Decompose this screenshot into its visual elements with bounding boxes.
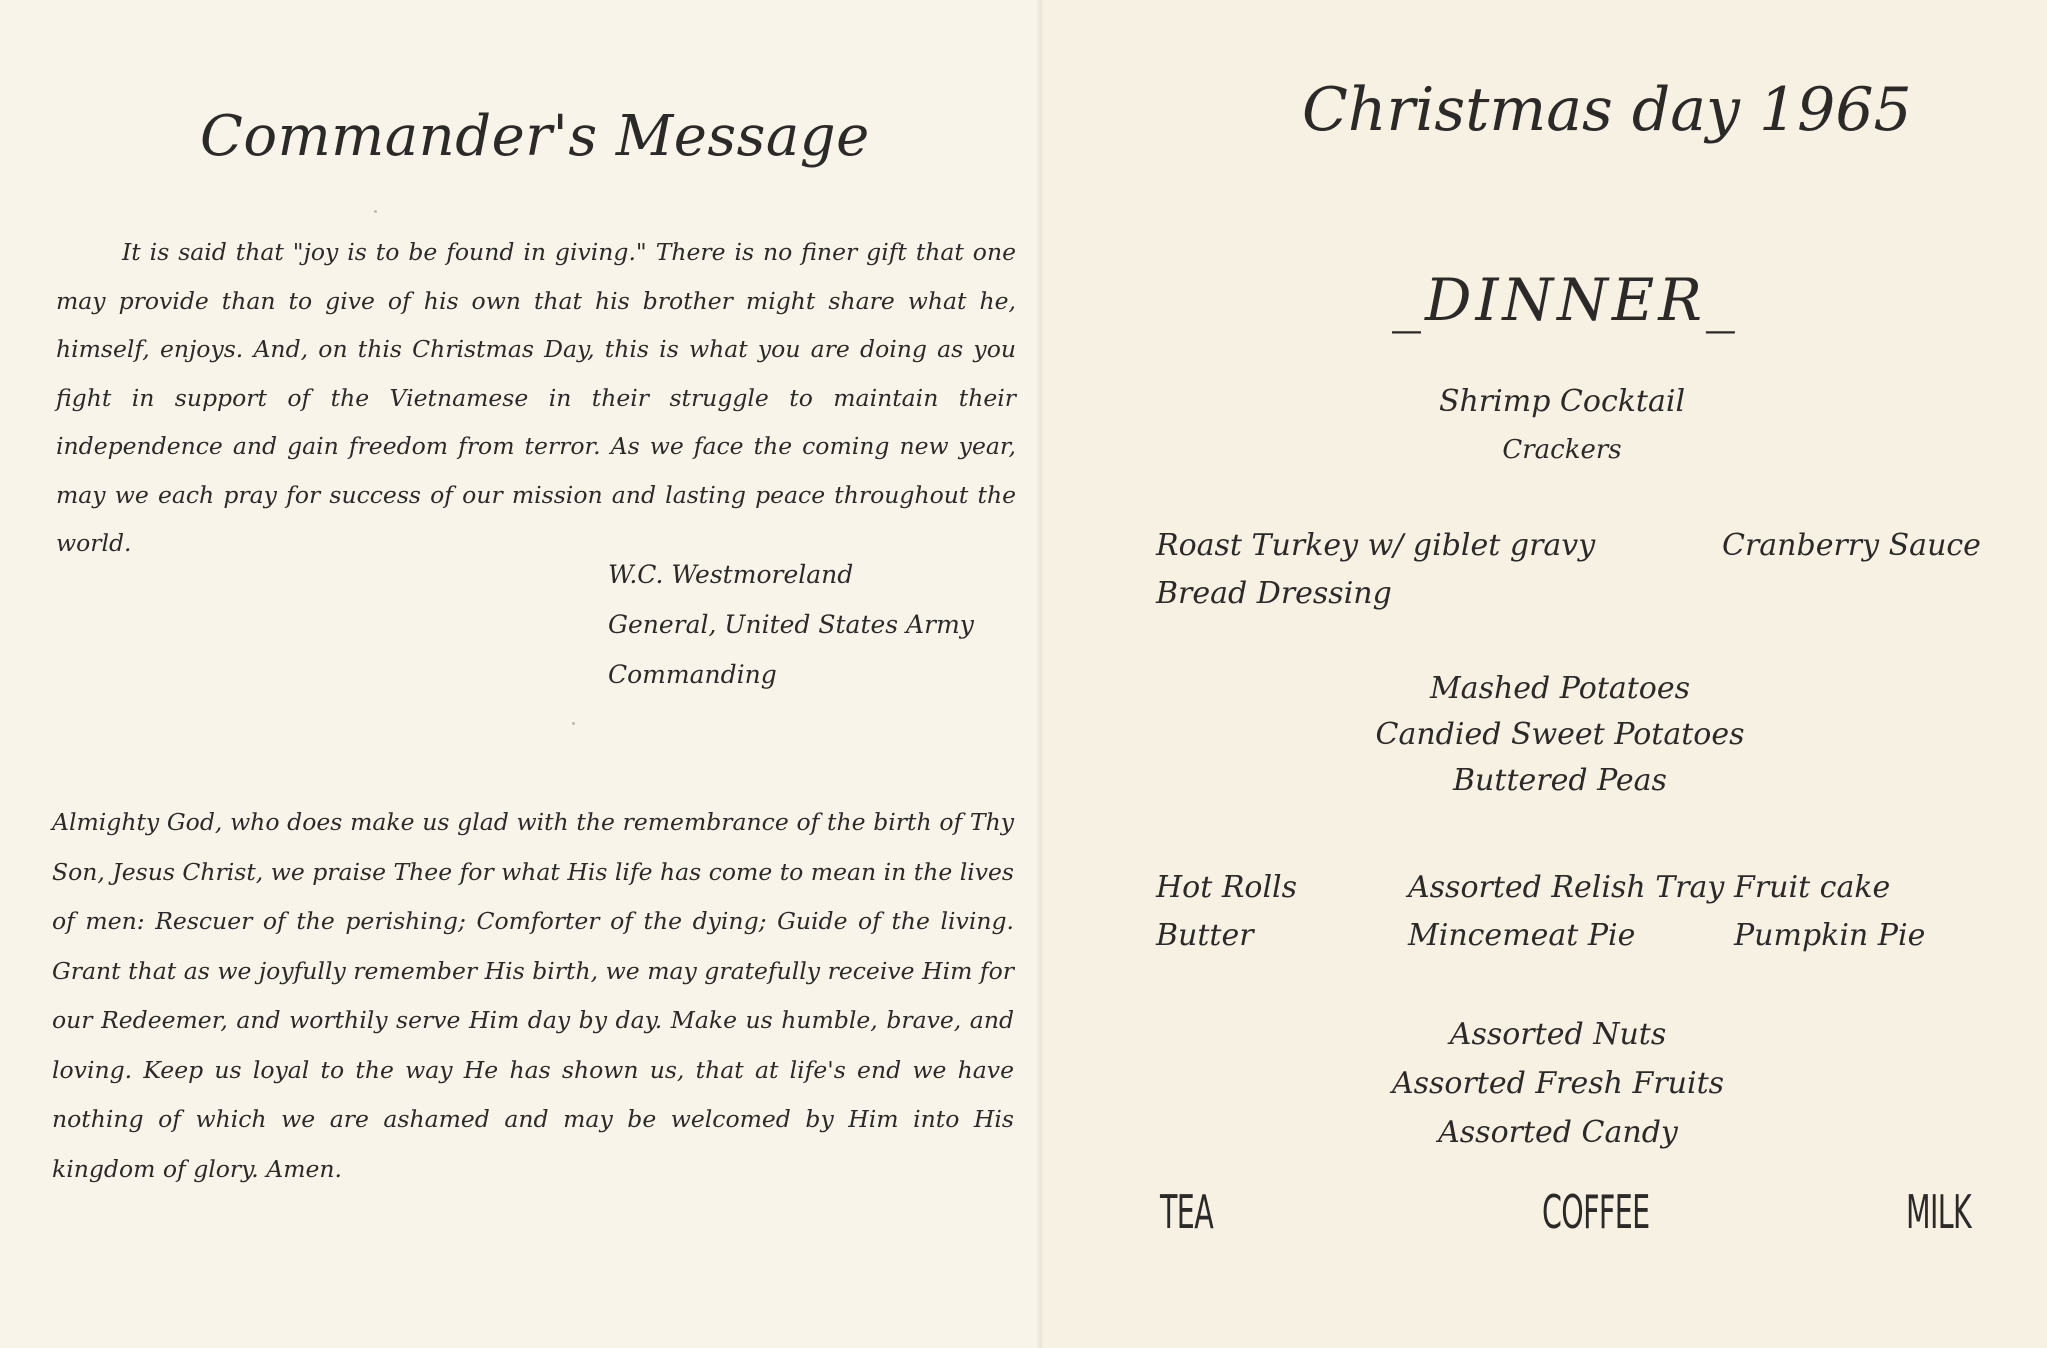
christmas-prayer-text: Almighty God, who does make us glad with the remembrance of the birth of Thy Son, Jesus Christ, we praise Thee for what His life has come to mean in the lives of men: Rescuer of the perishing; Comforter of the dying; Guide of the living. Grant that as we joyfully remember His birth, we may gratefully receive Him for our Redeemer, and worthily serve Him day by day. Make us humble, brave, and loving. Keep us loyal to the way He has shown us, that at life's end we have nothing of which we are ashamed and may be welcomed by Him into His kingdom of glory. Amen.: [52, 808, 1014, 1183]
menu-item: Buttered Peas: [1453, 763, 1667, 798]
sides-group: [1310, 666, 1810, 804]
menu-item: Crackers: [1502, 435, 1622, 465]
bread-group: [1156, 864, 1297, 960]
mains-right-group: [1722, 522, 1981, 570]
paper-speck: [572, 722, 575, 725]
menu-item: Candied Sweet Potatoes: [1375, 717, 1745, 752]
menu-item: Mincemeat Pie: [1408, 918, 1636, 953]
menu-item: Bread Dressing: [1156, 576, 1392, 611]
menu-item: Assorted Relish Tray: [1408, 870, 1725, 905]
menu-item: Fruit cake: [1734, 870, 1891, 905]
drink-coffee: COFFEE: [1542, 1185, 1650, 1239]
menu-item: Roast Turkey w/ giblet gravy: [1156, 528, 1596, 563]
menu-item: Butter: [1156, 918, 1254, 953]
signature-name: W.C. Westmoreland: [608, 560, 854, 589]
menu-date-title: Christmas day 1965: [1302, 75, 1912, 145]
commanders-message-title: Commander's Message: [200, 104, 870, 169]
paper-speck: [374, 210, 377, 213]
signature-rank: General, United States Army: [608, 610, 974, 639]
menu-item: Assorted Fresh Fruits: [1391, 1066, 1725, 1101]
menu-item: Mashed Potatoes: [1429, 671, 1691, 706]
menu-item: Assorted Candy: [1438, 1115, 1678, 1150]
menu-item: Cranberry Sauce: [1722, 528, 1981, 563]
extras-group: [1308, 1010, 1808, 1157]
center-fold: [1036, 0, 1044, 1348]
drink-milk: MILK: [1906, 1185, 1972, 1239]
menu-item: Pumpkin Pie: [1734, 918, 1926, 953]
menu-item: Hot Rolls: [1156, 870, 1298, 905]
commanders-message-text: It is said that "joy is to be found in giving." There is no finer gift that one may provide than to give of his own that his brother might share what he, himself, enjoys. And, on this Christmas Day, this is what you are doing as you fight in support of the Vietnamese in their struggle to maintain their independence and gain freedom from terror. As we face the coming new year, may we each pray for success of our mission and lasting peace throughout the world.: [56, 238, 1016, 557]
menu-item: Assorted Nuts: [1449, 1017, 1667, 1052]
mains-left-group: [1156, 522, 1595, 618]
relish-group: [1408, 864, 1724, 960]
meal-heading: _DINNER_: [1392, 266, 1739, 334]
signature-role: Commanding: [608, 660, 777, 689]
menu-item: Shrimp Cocktail: [1438, 384, 1686, 419]
desserts-group: [1734, 864, 1925, 960]
signature-block: [608, 550, 1008, 700]
drink-tea: TEA: [1160, 1185, 1214, 1239]
starter-group: [1312, 378, 1812, 474]
